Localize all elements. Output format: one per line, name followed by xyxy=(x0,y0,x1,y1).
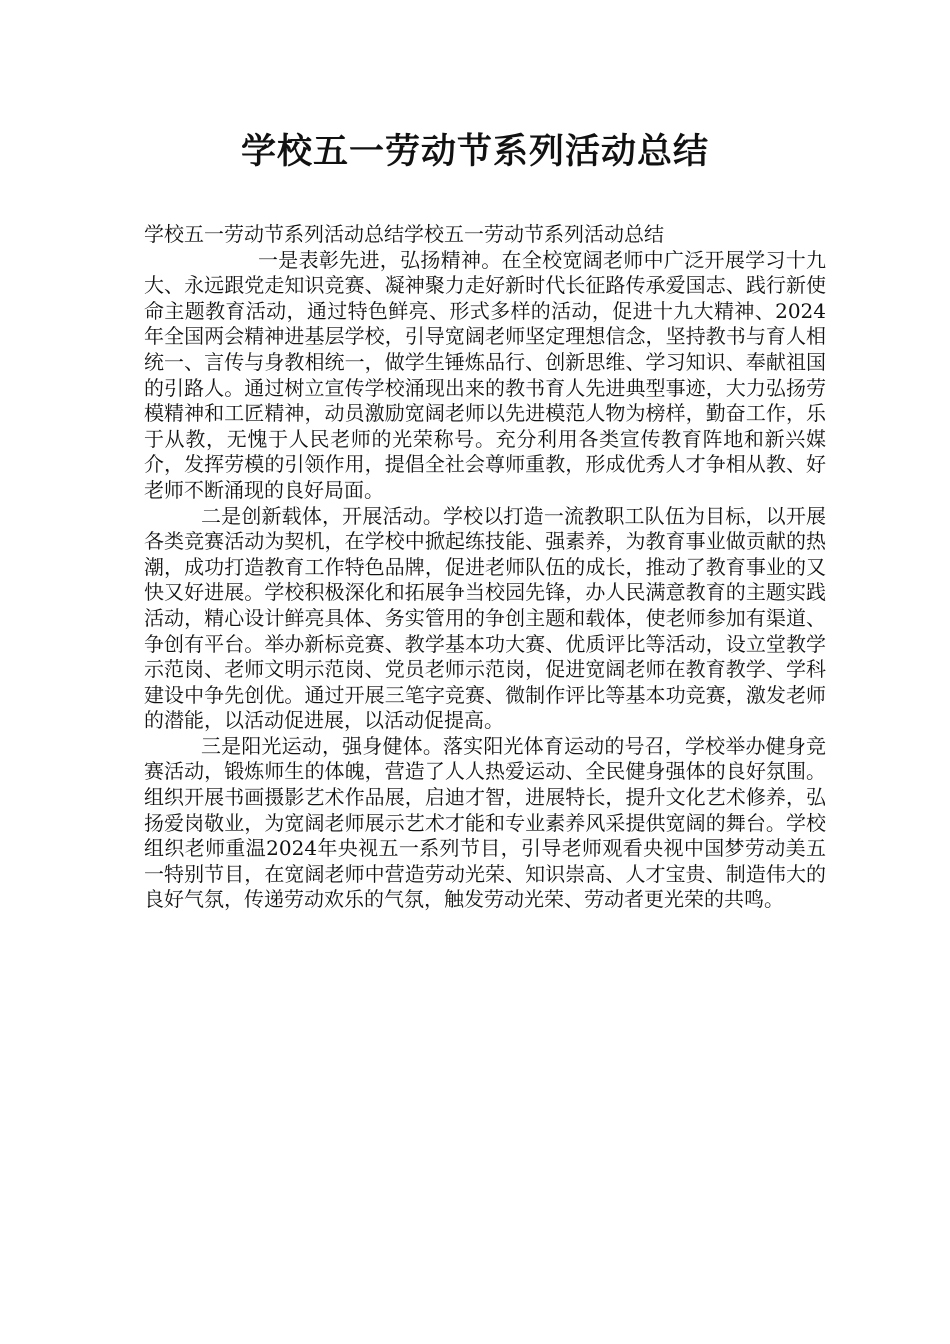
paragraph-innovative-carrier: 二是创新载体，开展活动。学校以打造一流教职工队伍为目标，以开展各类竞赛活动为契机，在学校中掀起练技能、强素养，为教育事业做贡献的热潮，成功打造教育工作特色品牌，促进老师队伍的成长，推动了教育事业的又快又好进展。学校积极深化和拓展争当校园先锋，办人民满意教育的主题实践活动，精心设计鲜亮具体、务实管用的争创主题和载体，使老师参加有渠道、争创有平台。举办新标竞赛、教学基本功大赛、优质评比等活动，设立堂教学示范岗、老师文明示范岗、党员老师示范岗，促进宽阔老师在教育教学、学科建设中争先创优。通过开展三笔字竞赛、微制作评比等基本功竞赛，激发老师的潜能，以活动促进展，以活动促提高。 xyxy=(144,503,826,733)
document-body xyxy=(144,222,826,913)
document-title: 学校五一劳动节系列活动总结 xyxy=(240,132,709,172)
lead-line: 学校五一劳动节系列活动总结学校五一劳动节系列活动总结 xyxy=(144,222,664,246)
paragraph-sunshine-sports: 三是阳光运动，强身健体。落实阳光体育运动的号召，学校举办健身竞赛活动，锻炼师生的体魄，营造了人人热爱运动、全民健身强体的良好氛围。组织开展书画摄影艺术作品展，启迪才智，进展特长，提升文化艺术修养，弘扬爱岗敬业，为宽阔老师展示艺术才能和专业素养风采提供宽阔的舞台。学校组织老师重温2024年央视五一系列节目，引导老师观看央视中国梦劳动美五一特别节目，在宽阔老师中营造劳动光荣、知识崇高、人才宝贵、制造伟大的良好气氛，传递劳动欢乐的气氛，触发劳动光荣、劳动者更光荣的共鸣。 xyxy=(144,733,826,912)
paragraph-commend-advanced: 一是表彰先进，弘扬精神。在全校宽阔老师中广泛开展学习十九大、永远跟党走知识竞赛、凝神聚力走好新时代长征路传承爱国志、践行新使命主题教育活动，通过特色鲜亮、形式多样的活动，促进十九大精神、2024年全国两会精神进基层学校，引导宽阔老师坚定理想信念，坚持教书与育人相统一、言传与身教相统一，做学生锤炼品行、创新思维、学习知识、奉献祖国的引路人。通过树立宣传学校涌现出来的教书育人先进典型事迹，大力弘扬劳模精神和工匠精神，动员激励宽阔老师以先进模范人物为榜样，勤奋工作，乐于从教，无愧于人民老师的光荣称号。充分利用各类宣传教育阵地和新兴媒介，发挥劳模的引领作用，提倡全社会尊师重教，形成优秀人才争相从教、好老师不断涌现的良好局面。 xyxy=(144,247,826,502)
